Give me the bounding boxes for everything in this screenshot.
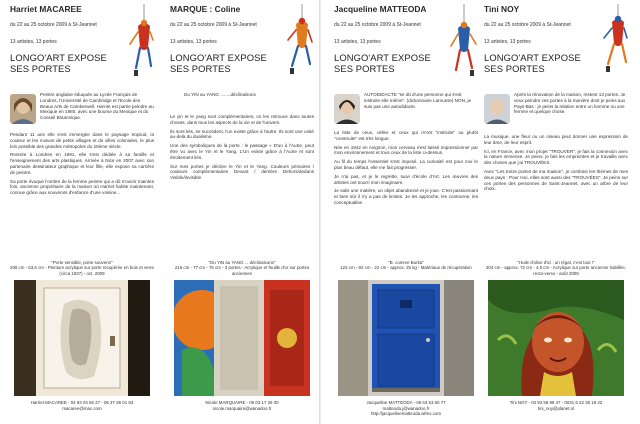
exhibition-dates: du 22 au 25 octobre 2009 à St-Jeannet bbox=[10, 22, 97, 28]
artwork-description: 203 cm - approx. 72 cm - 4,5 cm - Acrylique sur porte ancienne habillée, recto-verso - août 2009 bbox=[485, 265, 627, 276]
artist-name: Tini NOY bbox=[484, 4, 520, 14]
bio-paragraph: Ici, en France, avec mon projet "TROUVER", je fais la connexion avec la nature immense. Je peins, je fais les empreintes et je travaille avec des choses que j'ai TROUVÉES. bbox=[484, 148, 628, 166]
contact-website: http://jacquelinematteoda.wifeo.com bbox=[370, 411, 442, 417]
artist-column-marque bbox=[170, 4, 314, 420]
artist-intro: AUTODIDACTE "se dit d'une personne qui s'est instruite elle même". (dictionnaire Larousse) NON, je suis pas une autodidacte. bbox=[364, 92, 472, 109]
contact-email: matteoda.j@wanadoo.fr bbox=[382, 405, 430, 411]
artist-intro: Du YIN au YANG ........déclinaisons bbox=[184, 92, 256, 97]
artist-contact bbox=[170, 400, 314, 411]
artist-portrait bbox=[484, 94, 510, 124]
bio-paragraph: Sur mes portes je décline le Yin et le Yang. Couleurs primaires / couleurs complémentaires Devant / derrière Dehors/dedans Visible/invisible bbox=[170, 163, 314, 181]
intro-block bbox=[484, 92, 628, 134]
contact-email: tini_noy@planet.nl bbox=[537, 405, 575, 411]
contact-phone: Tini NOY - 04 93 58 98 47 - 0031 6 22 35 19 22 bbox=[509, 400, 603, 405]
exhibition-title-line2: SES PORTES bbox=[484, 62, 545, 74]
intro-block bbox=[10, 92, 154, 128]
artist-biography bbox=[334, 130, 478, 206]
artwork-photo-door bbox=[14, 280, 150, 396]
bio-paragraph: Le yin et le yang sont complémentaires, on les retrouve dans toutes choses, dans tous les aspects de la vie et de l'univers. bbox=[170, 114, 314, 125]
exhibition-title-line2: SES PORTES bbox=[334, 62, 395, 74]
artwork-caption bbox=[334, 260, 478, 271]
artist-name: MARQUE : Coline bbox=[170, 4, 241, 14]
artist-biography bbox=[10, 132, 154, 196]
artwork-caption bbox=[484, 260, 628, 276]
hanging-figure-illustration bbox=[448, 4, 478, 88]
artist-biography bbox=[484, 134, 628, 192]
contact-phone: Nicole MARQUAIRE - 06 03 17 26 00 bbox=[205, 400, 279, 405]
artwork-description: 216 cm - 77 cm - 76 cm - 3 portes - Acrylique et feuille d'or sur portes anciennes bbox=[174, 265, 310, 276]
bio-paragraph: Avec "Les treize portes de ma maison", je combine les thèmes de mes deux pays : Pour moi, elles sont aussi des "TROUVÉES". Je peins sur ces portes des personnes de Saint-Jeannet, avec un arbre de leur choix. bbox=[484, 168, 628, 192]
intro-block bbox=[334, 92, 478, 130]
artist-column-macaree bbox=[10, 4, 154, 420]
bio-paragraph: Sa porte évoque l'ombre de la femme peintre qui a dû s'ouvrir maintes fois, ancienne propriétaire de la maison où Harriet habite maintenant, connue grâce aux souvenirs d'enfance d'une voisine... bbox=[10, 178, 154, 196]
exhibition-counts: 13 artistes, 13 portes bbox=[334, 39, 381, 45]
artwork-caption bbox=[170, 260, 314, 276]
exhibition-title-line2: SES PORTES bbox=[170, 62, 231, 74]
exhibition-title-line2: SES PORTES bbox=[10, 62, 71, 74]
bio-paragraph: Je salis une matière, un objet abandonné et je joue. C'est passionnant et bien sûr il n'y a pas de limites. Je les approche, les contourne, les conceptualise. bbox=[334, 188, 478, 205]
contact-email: macaree@mac.com bbox=[62, 405, 102, 411]
artist-column-noy bbox=[484, 4, 628, 420]
artist-contact bbox=[10, 400, 154, 411]
artwork-title: "Du YIN au YANG ... déclinaisons" bbox=[208, 260, 276, 265]
exhibition-title-line1: LONGO'ART EXPOSE bbox=[334, 52, 431, 63]
bio-paragraph: Au fil du temps l'essentiel s'est imposé. La curiosité est pour moi le plus beau défaut, elle me fait progresser. bbox=[334, 159, 478, 170]
artist-portrait bbox=[10, 94, 36, 124]
artist-contact bbox=[334, 400, 478, 417]
artist-contact bbox=[484, 400, 628, 411]
artwork-description: 122 cm - 82 cm - 22 cm - approx. 25 kg - Matériaux de récupération bbox=[340, 265, 472, 271]
exhibition-title-line1: LONGO'ART EXPOSE bbox=[484, 52, 581, 63]
artist-name: Jacqueline MATTEODA bbox=[334, 4, 427, 14]
artwork-photo-portrait-painting bbox=[488, 280, 624, 396]
artist-portrait bbox=[334, 94, 360, 124]
artwork-photo-door bbox=[174, 280, 310, 396]
contact-phone: Jacqueline MATTEODA - 06 63 53 65 77 bbox=[366, 400, 446, 405]
artist-biography bbox=[170, 114, 314, 181]
bio-paragraph: Née en 1942 en Avignon, mon cerveau s'est laissé impressionner par mon environnement et tous ceux de la liste ci-dessus. bbox=[334, 144, 478, 156]
artist-intro: Après la rénovation de la maison, restent 13 portes. Je veux peindre ces portes à la manière dont je peins aux Pays-Bas : je peins la relation entre un homme ou une femme et quelque chose. bbox=[514, 92, 626, 115]
bio-paragraph: Rentrée à Londres en 1991, elle s'est dédiée à sa famille et l'enseignement des arts plastiques. Arrivée à Nice en 2007 avec son partenaire dessinateur graphique et leur fille, elle expose sa carrière de peintre. bbox=[10, 152, 154, 175]
exhibition-title-line1: LONGO'ART EXPOSE bbox=[170, 52, 267, 63]
exhibition-dates: du 22 au 25 octobre 2009 à St-Jeannet bbox=[484, 22, 571, 28]
artwork-title: "Huile d'olive d'ici : un régal, c'est tout !" bbox=[517, 260, 595, 265]
page-fold bbox=[319, 0, 321, 424]
bio-paragraph: Je n'ai pas, et je le regrette, suivi d'école d'Art. Les œuvres des artistes ont nourri mon imaginaire. bbox=[334, 173, 478, 185]
column-header bbox=[10, 4, 154, 92]
bio-paragraph: La liste de ceux, celles et ceux qui m'ont "instruite" ou plutôt "construite" est très longue. bbox=[334, 130, 478, 141]
artist-intro: Peintre anglaise éduquée au Lycée Français de Londres, l'Université de Cambridge et l'Ecole des Beaux Arts de Camberwell, Harriet est partie peindre au Mexique en 1980, avec une bourse du Mexique et du Conseil Britannique. bbox=[40, 92, 154, 121]
column-header bbox=[170, 4, 314, 92]
bio-paragraph: La musique, une fleur ou un oiseau peut donner une expression de leur âme, de leur esprit. bbox=[484, 134, 628, 145]
bio-paragraph: Ils sont liés, se succèdent, l'un existe grâce à l'autre. Ils sont une unité au-delà du dualisme. bbox=[170, 128, 314, 140]
exhibition-dates: du 22 au 25 octobre 2009 à St-Jeannet bbox=[334, 22, 421, 28]
artwork-title: "B. comme Burka" bbox=[388, 260, 424, 265]
hanging-figure-illustration bbox=[284, 4, 314, 88]
column-header bbox=[484, 4, 628, 92]
column-header bbox=[334, 4, 478, 92]
bio-paragraph: Une des symboliques de la porte : le passage « D'un à l'Autre, peut être vu avec le Yin et le Yang. L'Un existe grâce à l'Autre et sont étroitement liés. bbox=[170, 143, 314, 160]
contact-email: nicole.marquaire@wanadoo.fr bbox=[212, 405, 272, 411]
intro-block bbox=[170, 92, 314, 114]
hanging-figure-illustration bbox=[124, 4, 154, 88]
contact-phone: Harriet MACAREE - 04 93 04 66 27 - 06 37 36 01 83 bbox=[30, 400, 134, 405]
artwork-description: 208 cm - 63,5 cm - Peinture acrylique sur porte récupérée en bois et verre (circa 1937) - oct. 2009 bbox=[10, 265, 154, 276]
artist-name: Harriet MACAREE bbox=[10, 4, 82, 14]
artist-column-matteoda bbox=[334, 4, 478, 420]
bio-paragraph: Pendant 11 ans elle s'est immergée dans le paysage tropical, la couleur et les mœurs de petits villages et de villes coloniales, le plus loin possible des grandes métropoles du 20ème siècle. bbox=[10, 132, 154, 149]
artwork-photo-door bbox=[338, 280, 474, 396]
exhibition-counts: 13 artistes, 13 portes bbox=[484, 39, 531, 45]
exhibition-counts: 13 artistes, 13 portes bbox=[10, 39, 57, 45]
exhibition-title-line1: LONGO'ART EXPOSE bbox=[10, 52, 107, 63]
exhibition-counts: 13 artistes, 13 portes bbox=[170, 39, 217, 45]
exhibition-dates: du 22 au 25 octobre 2009 à St-Jeannet bbox=[170, 22, 257, 28]
artwork-caption bbox=[10, 260, 154, 276]
artwork-title: "Porte sensible, porte souvenir" bbox=[51, 260, 113, 265]
hanging-figure-illustration bbox=[598, 4, 628, 88]
